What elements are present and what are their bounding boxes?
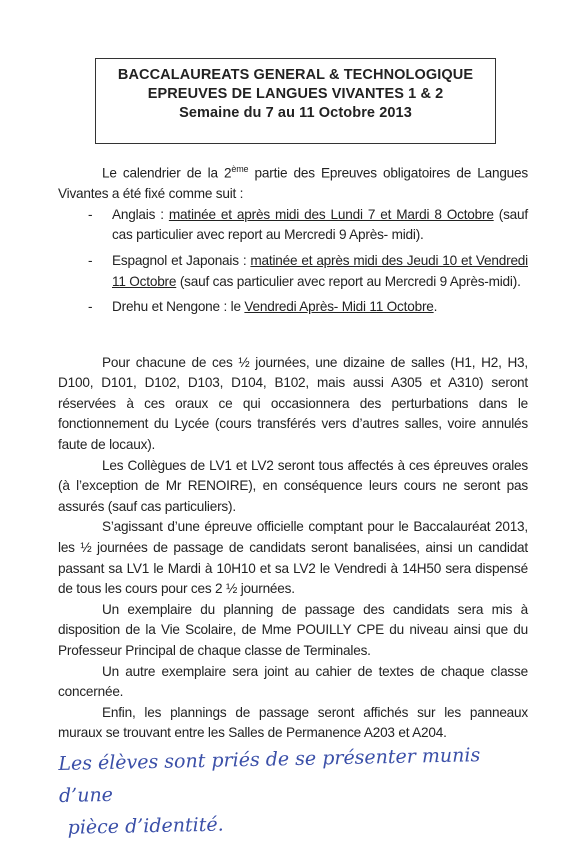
- list-item-espagnol-japonais: [88, 251, 528, 292]
- list-item-dates: Vendredi Après- Midi 11 Octobre: [244, 299, 434, 315]
- schedule-list: [58, 205, 528, 318]
- intro-paragraph: [58, 159, 528, 205]
- list-item-anglais: [88, 205, 528, 246]
- list-item-dates: matinée et après midi des Lundi 7 et Mardi 8 Octobre: [168, 206, 494, 222]
- paragraph-cahier: Un autre exemplaire sera joint au cahier de textes de chaque classe concernée.: [58, 663, 528, 700]
- list-dash: -: [88, 299, 93, 315]
- list-item-lead: Anglais :: [112, 206, 169, 222]
- list-dash: -: [88, 252, 93, 268]
- list-item-lead: Espagnol et Japonais :: [112, 252, 251, 268]
- section-spacer: [58, 323, 528, 353]
- list-item-drehu-nengone: [88, 297, 528, 318]
- title-line-3: Semaine du 7 au 11 Octobre 2013: [179, 105, 412, 121]
- list-item-dates: matinée et après midi des Jeudi 10 et Vendredi 11 Octobre: [112, 252, 528, 289]
- list-item-lead: Drehu et Nengone : le: [112, 299, 245, 315]
- document-body: [58, 159, 528, 744]
- title-box: [95, 58, 496, 144]
- list-item-rest: (sauf cas particulier avec report au Mercredi 9 Après-midi).: [176, 273, 521, 289]
- intro-superscript: ème: [231, 164, 249, 174]
- paragraph-planning: Un exemplaire du planning de passage des candidats sera mis à disposition de la Vie Scolaire, de Mme POUILLY CPE du niveau ainsi que du Professeur Principal de chaque classe de Terminales.: [58, 601, 528, 658]
- paragraph-banalisation: S’agissant d’une épreuve officielle comptant pour le Baccalauréat 2013, les ½ journées de passage de candidats seront banalisées, ainsi un candidat passant sa LV1 le Mardi à 10H10 et sa LV2 le Vendredi à 14H50 sera dispensé de tous les cours pour ces 2 ½ journées.: [58, 519, 528, 597]
- list-dash: -: [88, 206, 93, 222]
- handwritten-line-2: pièce d’identité.: [67, 813, 224, 839]
- handwritten-line-1: Les élèves sont priés de se présenter munis d’une: [58, 744, 481, 807]
- list-item-rest: (sauf cas particulier avec report au Mercredi 9 Après- midi).: [112, 206, 528, 243]
- intro-text-start: Le calendrier de la 2: [102, 165, 232, 181]
- paragraph-salles: Pour chacune de ces ½ journées, une dizaine de salles (H1, H2, H3, D100, D101, D102, D103, D104, B102, mais aussi A305 et A310) seront réservées à ces oraux ce qui occasionnera des perturbations dans le fonctionnement du Lycée (cours transférés vers d’autres salles, voire annulés faute de locaux).: [58, 354, 528, 453]
- title-line-2: EPREUVES DE LANGUES VIVANTES 1 & 2: [147, 86, 444, 102]
- list-item-rest: .: [433, 299, 438, 315]
- handwritten-note: [58, 738, 540, 844]
- paragraph-affichage: Enfin, les plannings de passage seront affichés sur les panneaux muraux se trouvant entre les Salles de Permanence A203 et A204.: [58, 704, 528, 741]
- paragraph-collegues: Les Collègues de LV1 et LV2 seront tous affectés à ces épreuves orales (à l’exception de Mr RENOIRE), en conséquence leurs cours ne seront pas assurés (sauf cas particuliers).: [58, 457, 528, 514]
- intro-text-end: partie des Epreuves obligatoires de Langues Vivantes a été fixé comme suit :: [58, 165, 529, 202]
- title-line-1: BACCALAUREATS GENERAL & TECHNOLOGIQUE: [117, 67, 474, 83]
